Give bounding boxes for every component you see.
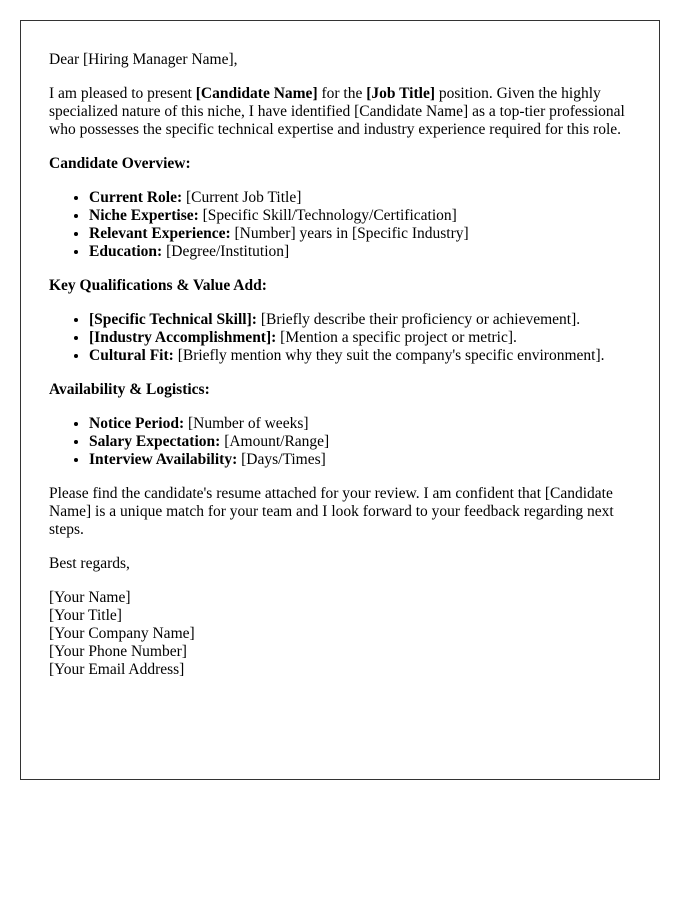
intro-text-1: I am pleased to present — [49, 85, 196, 102]
item-value: [Amount/Range] — [220, 433, 330, 450]
item-value: [Degree/Institution] — [162, 243, 290, 260]
closing-paragraph: Please find the candidate's resume attached for your review. I am confident that [Candidate Name] is a unique match for your team and I look forward to your feedback regarding next steps. — [49, 485, 614, 538]
signature-email: [Your Email Address] — [49, 661, 185, 678]
item-value: [Current Job Title] — [182, 189, 302, 206]
letter-document — [20, 20, 660, 780]
item-value: [Number of weeks] — [184, 415, 309, 432]
list-item — [89, 415, 631, 433]
intro-text-3: position. Given the highly specialized nature of this niche, I have identified [Candidate Name] as a top-tier professional who possesses the specific technical expertise and industry experience required for this role. — [49, 85, 625, 138]
item-label: Current Role: — [89, 189, 183, 206]
intro-text-2: for the — [317, 85, 367, 102]
key-qualifications-heading: Key Qualifications & Value Add: — [49, 277, 267, 294]
item-label: Notice Period: — [89, 415, 185, 432]
item-value: [Briefly describe their proficiency or achievement]. — [256, 311, 581, 328]
list-item — [89, 243, 631, 261]
item-label: Relevant Experience: — [89, 225, 231, 242]
intro-paragraph — [49, 85, 631, 139]
item-value: [Specific Skill/Technology/Certification] — [198, 207, 457, 224]
availability-logistics-list — [49, 415, 631, 469]
signature-title: [Your Title] — [49, 607, 122, 624]
list-item — [89, 207, 631, 225]
list-item — [89, 189, 631, 207]
list-item — [89, 311, 631, 329]
item-value: [Briefly mention why they suit the company's specific environment]. — [173, 347, 605, 364]
availability-logistics-heading: Availability & Logistics: — [49, 381, 210, 398]
list-item — [89, 329, 631, 347]
job-title-placeholder: [Job Title] — [366, 85, 436, 102]
list-item — [89, 451, 631, 469]
item-label: [Industry Accomplishment]: — [89, 329, 277, 346]
item-label: Education: — [89, 243, 163, 260]
greeting: Dear [Hiring Manager Name], — [49, 51, 238, 68]
list-item — [89, 347, 631, 365]
candidate-overview-heading: Candidate Overview: — [49, 155, 191, 172]
signature-company: [Your Company Name] — [49, 625, 195, 642]
candidate-name-placeholder: [Candidate Name] — [195, 85, 318, 102]
item-label: Niche Expertise: — [89, 207, 199, 224]
candidate-overview-list — [49, 189, 631, 261]
item-label: Interview Availability: — [89, 451, 238, 468]
item-label: Cultural Fit: — [89, 347, 174, 364]
item-value: [Mention a specific project or metric]. — [276, 329, 517, 346]
item-label: Salary Expectation: — [89, 433, 221, 450]
item-value: [Days/Times] — [237, 451, 326, 468]
item-value: [Number] years in [Specific Industry] — [230, 225, 469, 242]
signature-block — [49, 589, 631, 679]
item-label: [Specific Technical Skill]: — [89, 311, 257, 328]
list-item — [89, 433, 631, 451]
sign-off: Best regards, — [49, 555, 130, 572]
list-item — [89, 225, 631, 243]
key-qualifications-list — [49, 311, 631, 365]
signature-phone: [Your Phone Number] — [49, 643, 187, 660]
signature-name: [Your Name] — [49, 589, 131, 606]
